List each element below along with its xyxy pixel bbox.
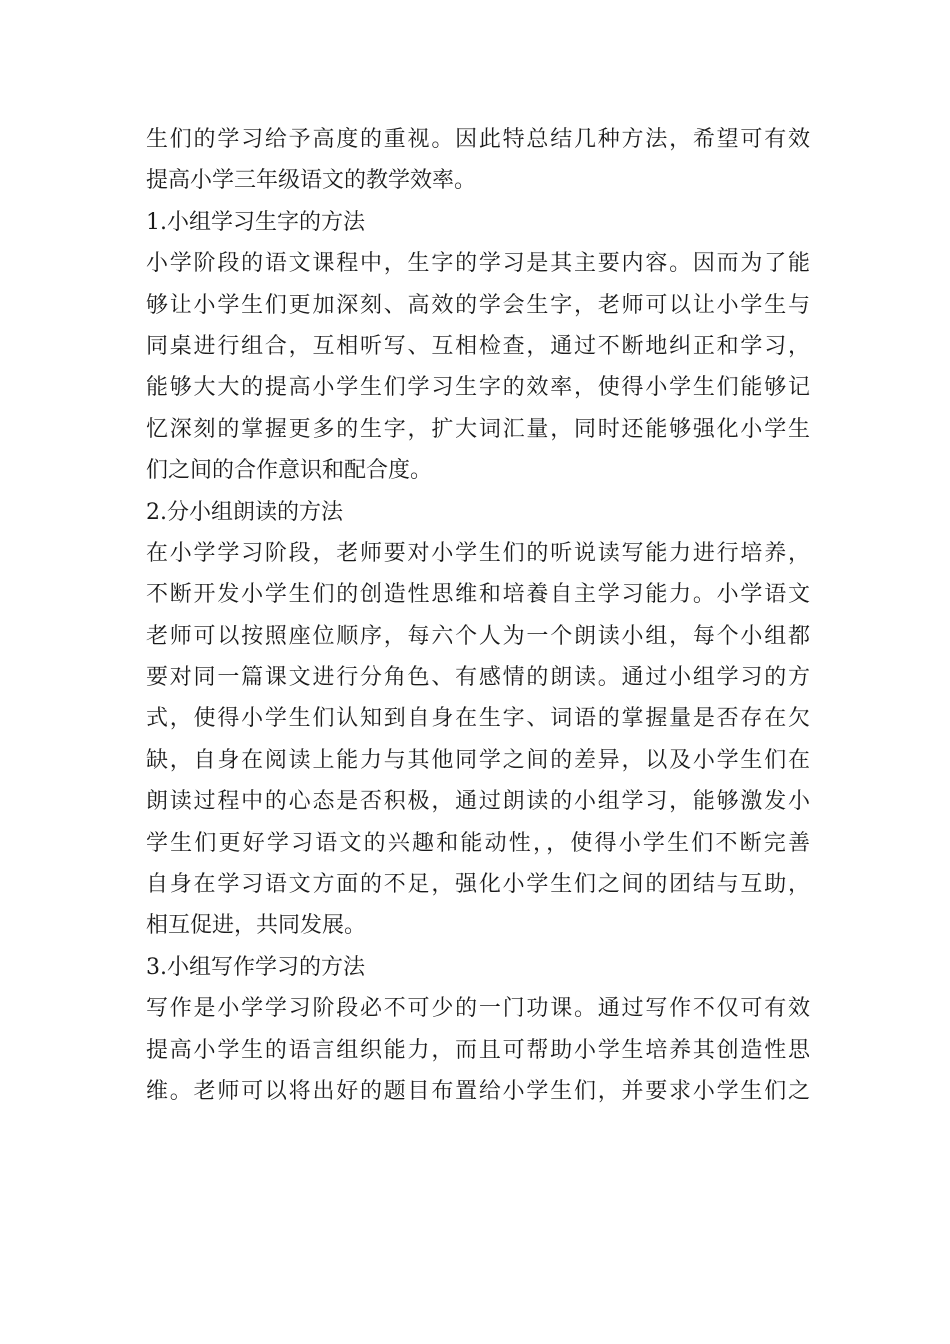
paragraph-line: 老师可以按照座位顺序，每六个人为一个朗读小组，每个小组都	[146, 623, 810, 649]
paragraph-line: 提高小学生的语言组织能力，而且可帮助小学生培养其创造性思	[146, 1037, 810, 1063]
paragraph-line: 能够大大的提高小学生们学习生字的效率，使得小学生们能够记	[146, 375, 810, 401]
paragraph-line: 相互促进，共同发展。	[146, 913, 367, 939]
paragraph-line: 学生们更好学习语文的兴趣和能动性，，使得小学生们不断完善	[146, 830, 810, 856]
section-heading-3: 3.小组写作学习的方法	[146, 954, 365, 980]
paragraph-line: 朗读过程中的心态是否积极，通过朗读的小组学习，能够激发小	[146, 789, 810, 815]
paragraph-line: 缺，自身在阅读上能力与其他同学之间的差异，以及小学生们在	[146, 747, 810, 773]
paragraph-line: 同桌进行组合，互相听写、互相检查，通过不断地纠正和学习，	[146, 333, 810, 359]
paragraph-line: 在小学学习阶段，老师要对小学生们的听说读写能力进行培养，	[146, 540, 810, 566]
section-heading-2: 2.分小组朗读的方法	[146, 499, 343, 525]
paragraph-line: 写作是小学学习阶段必不可少的一门功课。通过写作不仅可有效	[146, 996, 810, 1022]
paragraph-line: 生们的学习给予高度的重视。因此特总结几种方法，希望可有效	[146, 127, 810, 152]
paragraph-line: 小学阶段的语文课程中，生字的学习是其主要内容。因而为了能	[146, 251, 810, 277]
document-body	[146, 119, 810, 1112]
paragraph-line: 要对同一篇课文进行分角色、有感情的朗读。通过小组学习的方	[146, 665, 810, 691]
paragraph-line: 不断开发小学生们的创造性思维和培養自主学习能力。小学语文	[146, 582, 810, 608]
paragraph-line: 维。老师可以将出好的题目布置给小学生们，并要求小学生们之	[146, 1078, 810, 1104]
paragraph-line: 提高小学三年级语文的教学效率。	[146, 168, 477, 194]
paragraph-line: 式，使得小学生们认知到自身在生字、词语的掌握量是否存在欠	[146, 706, 810, 732]
paragraph-line: 忆深刻的掌握更多的生字，扩大词汇量，同时还能够强化小学生	[146, 416, 810, 442]
paragraph-line: 们之间的合作意识和配合度。	[146, 458, 433, 484]
paragraph-line: 自身在学习语文方面的不足，强化小学生们之间的团结与互助，	[146, 872, 810, 898]
paragraph-line: 够让小学生们更加深刻、高效的学会生字，老师可以让小学生与	[146, 292, 810, 318]
section-heading-1: 1.小组学习生字的方法	[146, 209, 365, 235]
